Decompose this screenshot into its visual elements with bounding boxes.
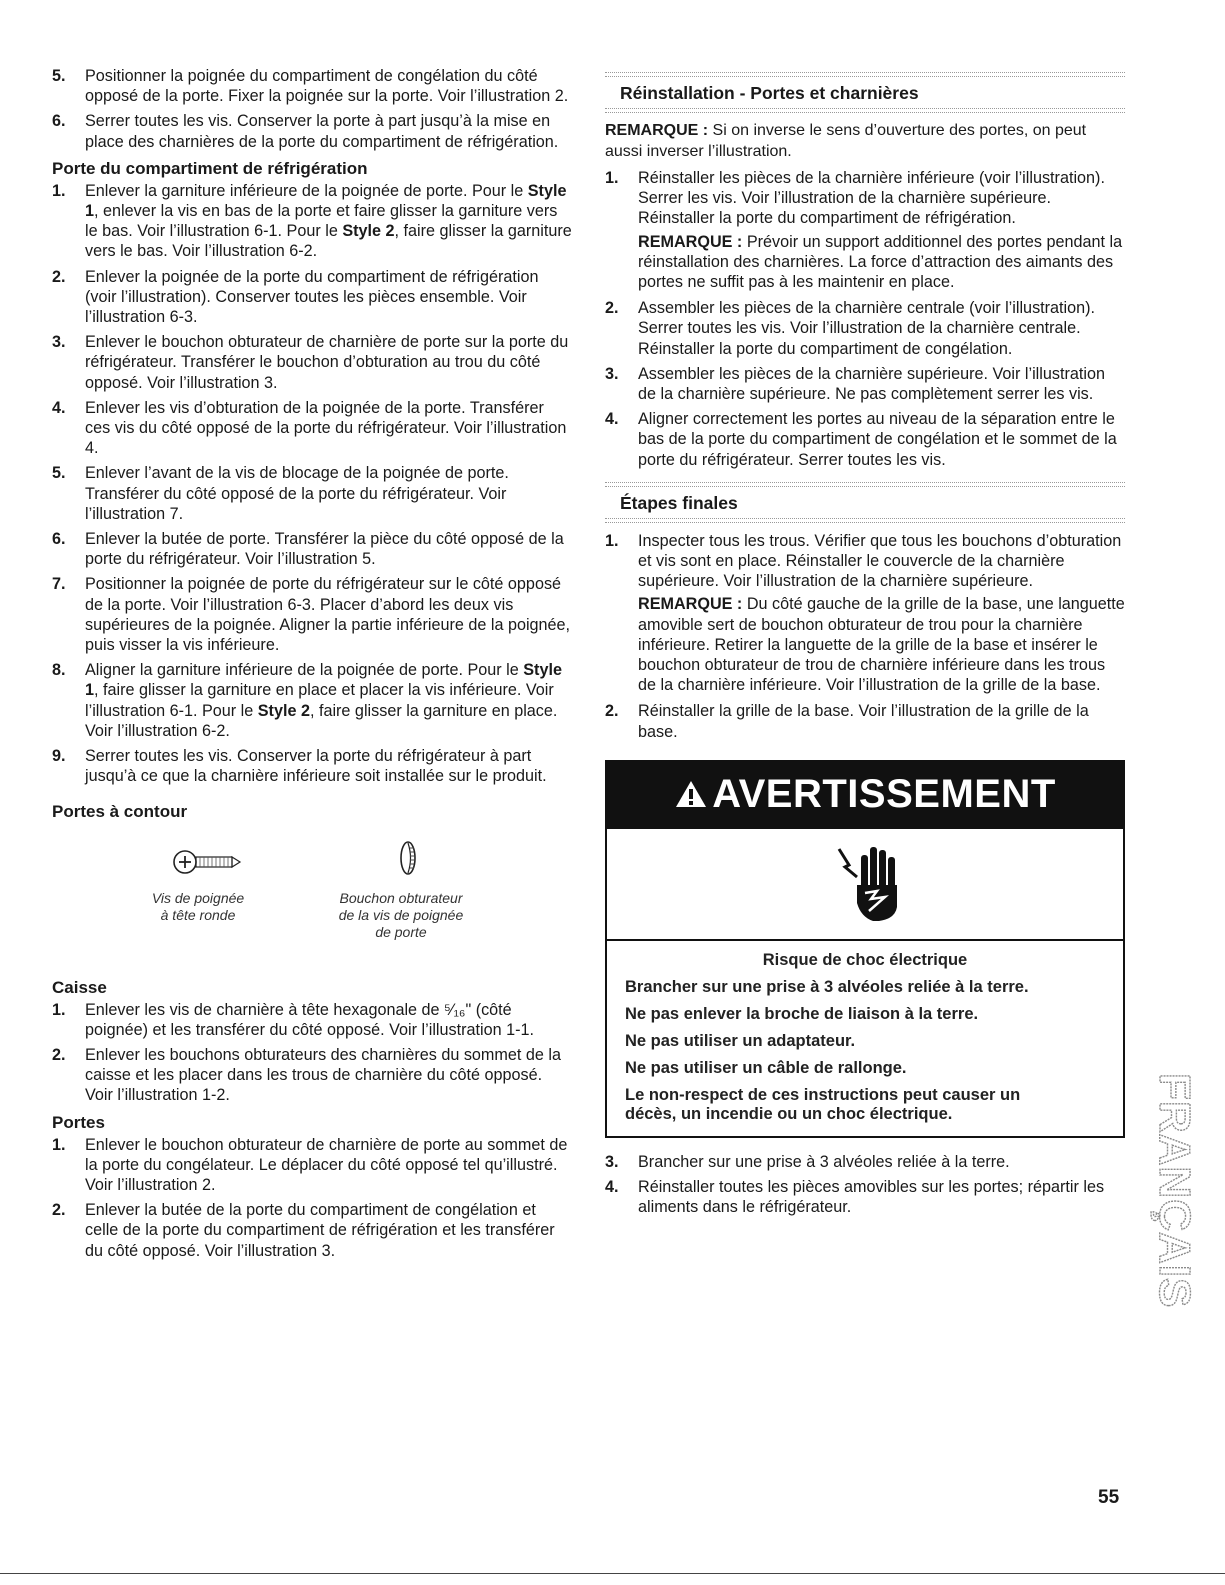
caption-line: Bouchon obturateur [339,889,463,906]
item-text: Enlever l’avant de la vis de blocage de la poignée de porte. Transférer du côté opposé de la porte du réfrigérateur. Voir l’illustration 7. [85,464,509,523]
fridge-door-list [52,181,572,787]
warning-title: AVERTISSEMENT [712,771,1056,816]
warning-triangle-icon [674,779,708,809]
section-title: Étapes finales [620,492,738,513]
item-text: Assembler les pièces de la charnière centrale (voir l’illustration). Serrer toutes les vis. Voir l’illustration de la charnière centrale. Réinstaller la porte du compartiment de congélation. [638,299,1096,358]
note-text: Si on inverse le sens d’ouverture des portes, on peut aussi inverser l’illustration. [605,122,1087,160]
list-item [605,701,1125,741]
item-text: , faire glisser la garniture en place et placer la vis inférieure. Voir l’illustration 6-1. Pour le [85,681,554,720]
list-item [605,531,1125,592]
warning-line: Le non-respect de ces instructions peut causer un décès, un incendie ou un choc électrique. [625,1085,1021,1123]
item-text: Enlever les bouchons obturateurs des charnières du sommet de la caisse et les placer dans les trous de charnière du côté opposé. Voir l’illustration 1-2. [85,1045,561,1105]
item-text-bold: Style 2 [257,701,310,720]
item-text: Aligner correctement les portes au niveau de la séparation entre le bas de la porte du compartiment de congélation et le sommet de la porte du réfrigérateur. Serrer toutes les vis. [638,410,1117,469]
item-number: 5. [52,464,66,483]
item-number: 7. [52,575,66,594]
item-text: Aligner la garniture inférieure de la poignée de porte. Pour le [85,661,524,680]
warning-box [605,760,1125,1138]
item-text: Brancher sur une prise à 3 alvéoles reliée à la terre. [638,1152,1010,1171]
item-number: 1. [605,531,619,550]
item-text: Enlever la butée de porte. Transférer la pièce du côté opposé de la porte du réfrigérateur. Voir l’illustration 5. [85,530,564,569]
note-paragraph [605,594,1125,695]
item-text: Inspecter tous les trous. Vérifier que tous les bouchons d’obturation et vis sont en place. Réinstaller le couvercle de la charnière supérieure. Voir l’illustration de la charnière supérieure. [638,531,1122,591]
note-text: Du côté gauche de la grille de la base, une languette amovible sert de bouchon obturateur de trou pour la charnière inférieure. Retirer la languette de la grille de la base et insérer le bouchon obturateur de trou de charnière inférieure dans les trous de la charnière inférieure. Voir l’illustration de la grille de la base. [638,595,1125,695]
caption-line: Vis de poignée [151,889,245,906]
item-text-bold: Style 1 [85,661,562,700]
left-column [52,66,572,1266]
list-item [52,66,572,106]
list-item [52,267,572,328]
list-item [605,1152,1125,1172]
item-number: 6. [52,112,66,131]
item-number: 8. [52,661,66,680]
section-header-final-steps [605,482,1125,523]
item-number: 2. [605,702,619,721]
list-item [52,1000,572,1040]
caption-line: à tête ronde [160,906,236,923]
door-plug-icon [396,834,420,882]
caption-line: de porte [375,923,427,940]
list-item [52,1135,572,1196]
list-item [605,298,1125,359]
note-label: REMARQUE : [638,595,743,614]
item-number: 2. [52,267,66,286]
item-text: Enlever la butée de la porte du compartiment de congélation et celle de la porte du compartiment de réfrigération et les transférer du côté opposé. Voir l’illustration 3. [85,1201,555,1260]
item-text: Réinstaller toutes les pièces amovibles sur les portes; répartir les aliments dans le réfrigérateur. [638,1178,1105,1217]
item-text: Enlever les vis d’obturation de la poignée de la porte. Transférer ces vis du côté opposé de la porte du réfrigérateur. Voir l’illustration 4. [85,398,567,458]
warning-risk: Risque de choc électrique [762,950,968,969]
item-text-bold: Style 2 [342,222,395,241]
list-item [52,398,572,459]
item-text-bold: Style 1 [85,181,567,221]
item-text: Enlever la poignée de la porte du compartiment de réfrigération (voir l’illustration). Conserver toutes les pièces ensemble. Voir l’illustration 6-3. [85,267,539,327]
item-text: Enlever les vis de charnière à tête hexagonale de ⁵⁄₁₆" (côté poignée) et les transférer du côté opposé. Voir l’illustration 1-1. [85,1000,535,1039]
section-heading-fridge-door: Porte du compartiment de réfrigération [52,158,368,178]
bottom-rule [0,1573,1225,1574]
item-number: 6. [52,530,66,549]
item-number: 1. [605,169,619,187]
warning-body [607,941,1123,1136]
item-text: Réinstaller les pièces de la charnière inférieure (voir l’illustration). Serrer les vis. Voir l’illustration de la charnière supérieure. Réinstaller la porte du compartiment de réfrigération. [638,169,1105,228]
figure-contour-parts [52,834,572,969]
list-item [605,409,1125,470]
section-heading-doors: Portes [52,1112,105,1132]
list-item [52,332,572,393]
item-number: 2. [605,299,619,318]
section-heading-cabinet: Caisse [52,977,107,997]
item-number: 2. [52,1045,66,1064]
list-item [52,660,572,741]
divider [605,108,1125,113]
list-item [52,111,572,151]
note-text: Prévoir un support additionnel des portes pendant la réinstallation des charnières. La force d’attraction des aimants des portes ne suffit pas à les maintenir en place. [638,232,1123,292]
warning-icon-area [607,829,1123,941]
round-head-screw-icon [170,844,242,880]
item-number: 4. [605,410,619,429]
item-text: , enlever la vis en bas de la porte et faire glisser la garniture vers le bas. Voir l’illustration 6-1. Pour le [85,202,558,241]
item-text: Assembler les pièces de la charnière supérieure. Voir l’illustration de la charnière supérieure. Ne pas complètement serrer les vis. [638,364,1105,404]
item-number: 1. [52,1135,66,1154]
section-title: Réinstallation - Portes et charnières [620,83,919,103]
list-item [605,1177,1125,1217]
warning-line: Brancher sur une prise à 3 alvéoles reliée à la terre. [625,977,1029,996]
item-number: 2. [52,1201,66,1220]
figure-caption-plug [316,890,486,941]
caption-line: de la vis de poignée [338,906,464,923]
list-item [52,1200,572,1261]
warning-header [607,762,1123,829]
item-text: Positionner la poignée du compartiment de congélation du côté opposé de la porte. Fixer la poignée sur la porte. Voir l’illustration 2. [85,67,569,106]
list-item [52,574,572,655]
item-number: 3. [52,333,66,352]
item-number: 3. [605,364,619,383]
item-text: Serrer toutes les vis. Conserver la porte à part jusqu’à la mise en place des charnières de la porte du compartiment de réfrigération. [85,112,559,151]
list-item [52,1045,572,1106]
item-number: 4. [52,398,66,417]
figure-caption-screw [118,890,278,924]
section-heading-contour-doors: Portes à contour [52,801,188,821]
section-header-reinstall [605,72,1125,113]
side-tab-language [1148,1065,1199,1355]
item-number: 4. [605,1178,619,1197]
item-text: Positionner la poignée de porte du réfrigérateur sur le côté opposé de la porte. Voir l’illustration 6-3. Placer d’abord les deux vis supérieures de la poignée. Aligner la partie inférieure de la poignée, puis visser la vis inférieure. [85,575,571,655]
warning-line: Ne pas utiliser un câble de rallonge. [625,1058,907,1077]
item-number: 9. [52,747,66,766]
note-label: REMARQUE : [638,232,743,251]
right-column [605,72,1125,1222]
item-text: , faire glisser la garniture en place. Voir l’illustration 6-2. [85,701,558,740]
note-label: REMARQUE : [605,122,709,139]
list-item [52,181,572,262]
item-text: Enlever le bouchon obturateur de charnière de porte au sommet de la porte du congélateur. Le déplacer du côté opposé tel qu’illustré. Voir l’illustration 2. [85,1135,568,1194]
list-item [605,168,1125,229]
item-number: 1. [52,1000,66,1019]
page-number: 55 [1098,1487,1120,1508]
item-number: 1. [52,181,66,200]
item-text: , faire glisser la garniture vers le bas. Voir l’illustration 6-2. [85,222,572,261]
item-number: 5. [52,67,66,85]
note-paragraph [605,121,1125,162]
warning-line: Ne pas utiliser un adaptateur. [625,1031,856,1050]
item-text: Enlever le bouchon obturateur de charnière de porte sur la porte du réfrigérateur. Transférer le bouchon d’obturation au trou du côté opposé. Voir l’illustration 3. [85,333,569,392]
list-item [52,463,572,524]
divider [605,518,1125,523]
side-tab-text: FRANÇAIS [1150,1073,1199,1309]
list-item [52,529,572,569]
note-paragraph [605,232,1125,293]
warning-line: Ne pas enlever la broche de liaison à la terre. [625,1004,979,1023]
item-number: 3. [605,1152,619,1171]
item-text: Serrer toutes les vis. Conserver la porte du réfrigérateur à part jusqu’à ce que la charnière inférieure soit installée sur le produit. [85,747,547,786]
list-item [605,364,1125,404]
item-text: Enlever la garniture inférieure de la poignée de porte. Pour le [85,181,528,200]
item-text: Réinstaller la grille de la base. Voir l’illustration de la grille de la base. [638,702,1089,741]
electric-shock-hand-icon [835,841,905,929]
list-item [52,746,572,786]
